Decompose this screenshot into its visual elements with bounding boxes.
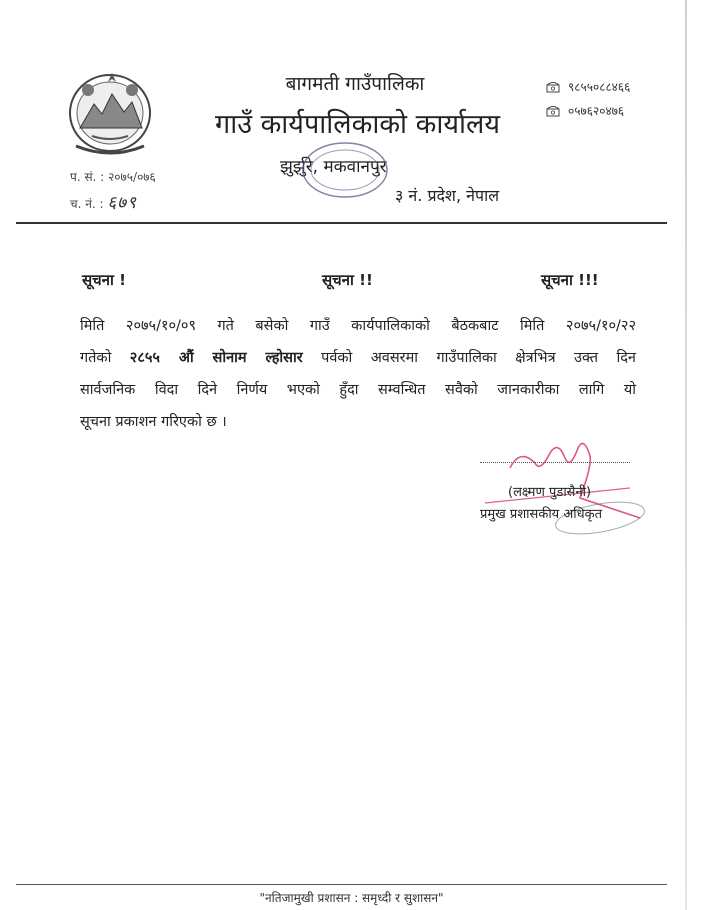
office-stamp-icon	[300, 140, 390, 200]
signatory-name: (लक्ष्मण पुडासैनी)	[508, 485, 592, 500]
notice-label-2: सूचना !!	[322, 271, 373, 289]
header-divider	[16, 222, 667, 224]
body-line-2-prefix: गतेको	[80, 350, 130, 366]
notice-label-1: सूचना !	[82, 271, 126, 289]
cn-value: ६७९	[107, 193, 137, 213]
body-line-1: मिति २०७५/१०/०९ गते बसेको गाउँ कार्यपालिकाको बैठकबाट मिति २०७५/१०/२२	[80, 318, 636, 334]
municipality-name: बागमती गाउँपालिका	[285, 73, 425, 95]
signatory-title: प्रमुख प्रशासकीय अधिकृत	[480, 507, 603, 522]
nepal-emblem-icon	[62, 66, 158, 156]
body-line-3: सार्वजनिक विदा दिने निर्णय भएको हुँदा सम्वन्धित सवैको जानकारीका लागि यो	[80, 382, 636, 398]
body-line-2	[80, 342, 636, 374]
footer-divider	[16, 884, 667, 885]
body-line-2-suffix: पर्वको अवसरमा गाउँपालिका क्षेत्रभित्र उक्त दिन	[302, 350, 636, 366]
footer-motto: "नतिजामुखी प्रशासन : समृध्दी र सुशासन"	[259, 891, 444, 905]
festival-name: २८५५ औं सोनाम ल्होसार	[129, 350, 303, 366]
cn-label: च. नं. :	[70, 197, 104, 211]
office-title: गाउँ कार्यपालिकाको कार्यालय	[215, 109, 500, 140]
ps-label: प. सं. :	[70, 170, 105, 184]
phone-icon	[546, 105, 560, 117]
phone-icon	[546, 81, 560, 93]
reference-cn	[70, 190, 137, 213]
notice-body	[80, 310, 636, 438]
phone-number-1	[546, 78, 630, 95]
phone-number-2	[546, 102, 624, 119]
scan-edge	[685, 0, 687, 910]
notice-label-3: सूचना !!!	[541, 271, 599, 289]
reference-ps	[70, 168, 156, 185]
office-province: ३ नं. प्रदेश, नेपाल	[395, 186, 500, 205]
office-location: झुर्झुरे, मकवानपुर	[280, 157, 387, 177]
phone-number-1-text: ९८५५०८८४६६	[568, 80, 631, 94]
ps-value: २०७५/०७६	[108, 170, 156, 184]
phone-number-2-text: ०५७६२०४७६	[568, 104, 625, 118]
body-line-4: सूचना प्रकाशन गरिएको छ ।	[80, 414, 227, 430]
